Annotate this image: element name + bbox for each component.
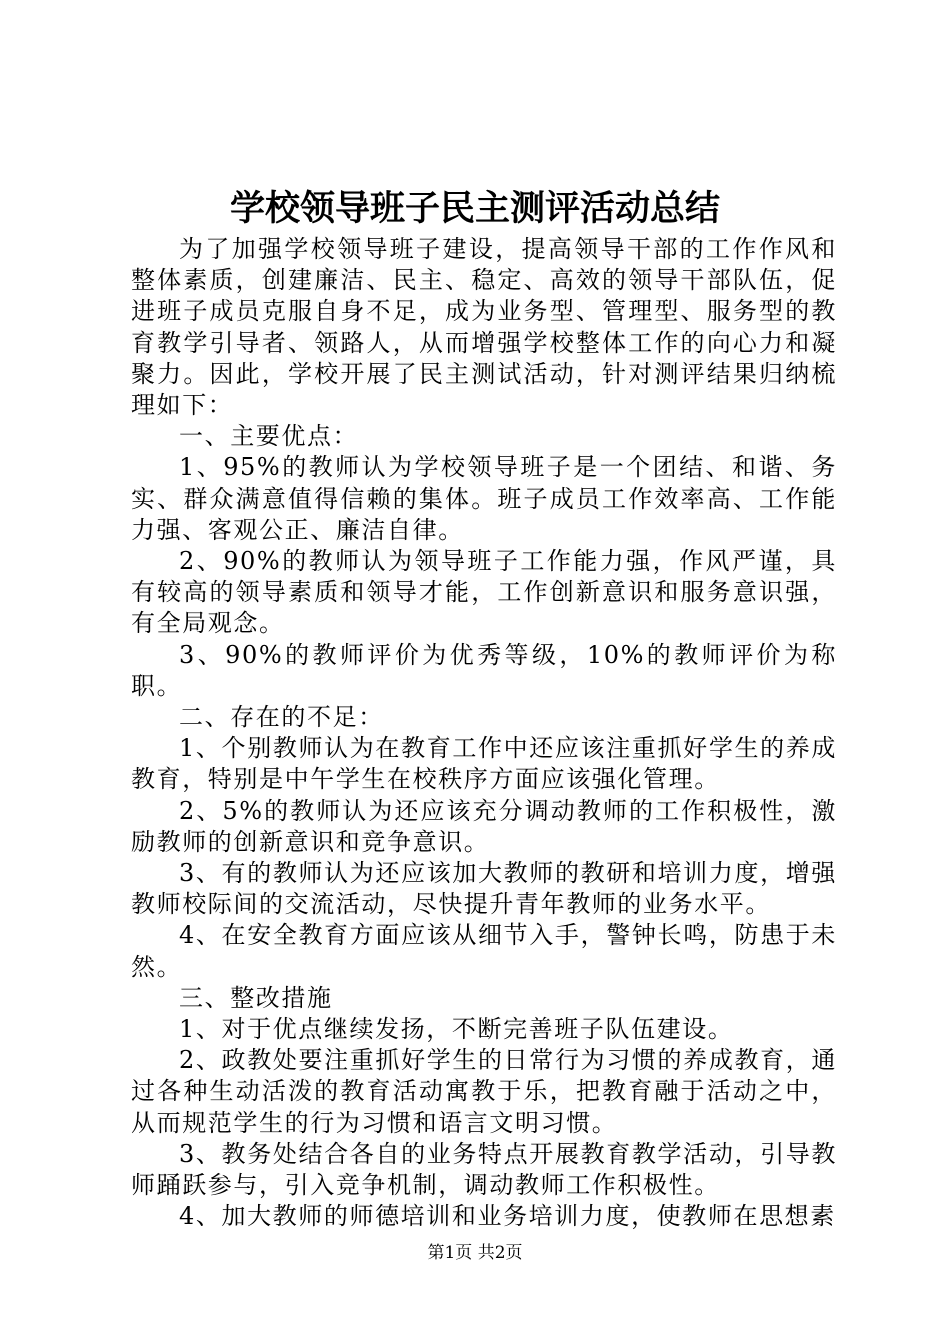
paragraph-measure-3: 3、教务处结合各自的业务特点开展教育教学活动，引导教师踊跃参与，引入竞争机制，调动教师工作积极性。 bbox=[131, 1139, 837, 1200]
section-heading-shortcomings: 二、存在的不足： bbox=[179, 703, 384, 732]
paragraph-shortcoming-2: 2、5%的教师认为还应该充分调动教师的工作积极性，激励教师的创新意识和竞争意识。 bbox=[131, 796, 837, 856]
paragraph-shortcoming-3: 3、有的教师认为还应该加大教师的教研和培训力度，增强教师校际间的交流活动，尽快提升青年教师的业务水平。 bbox=[131, 859, 837, 919]
page-number: 第1页 共2页 bbox=[427, 1243, 523, 1263]
paragraph-measure-2: 2、政教处要注重抓好学生的日常行为习惯的养成教育，通过各种生动活泼的教育活动寓教于乐，把教育融于活动之中，从而规范学生的行为习惯和语言文明习惯。 bbox=[131, 1046, 837, 1137]
section-heading-strengths: 一、主要优点： bbox=[179, 422, 359, 451]
paragraph-strength-1: 1、95%的教师认为学校领导班子是一个团结、和谐、务实、群众满意值得信赖的集体。班子成员工作效率高、工作能力强、客观公正、廉洁自律。 bbox=[131, 453, 837, 544]
paragraph-shortcoming-1: 1、个别教师认为在教育工作中还应该注重抓好学生的养成教育，特别是中午学生在校秩序方面应该强化管理。 bbox=[131, 734, 837, 794]
section-heading-measures: 三、整改措施 bbox=[179, 983, 333, 1012]
document-title: 学校领导班子民主测评活动总结 bbox=[229, 188, 720, 229]
paragraph-measure-4: 4、加大教师的师德培训和业务培训力度，使教师在思想素 bbox=[179, 1202, 836, 1231]
paragraph-strength-3: 3、90%的教师评价为优秀等级，10%的教师评价为称职。 bbox=[131, 640, 837, 700]
paragraph-intro: 为了加强学校领导班子建设，提高领导干部的工作作风和整体素质，创建廉洁、民主、稳定、高效的领导干部队伍，促进班子成员克服自身不足，成为业务型、管理型、服务型的教育教学引导者、领路人，从而增强学校整体工作的向心力和凝聚力。因此，学校开展了民主测试活动，针对测评结果归纳梳理如下： bbox=[131, 235, 837, 420]
paragraph-strength-2: 2、90%的教师认为领导班子工作能力强，作风严谨，具有较高的领导素质和领导才能，工作创新意识和服务意识强，有全局观念。 bbox=[131, 547, 837, 638]
paragraph-shortcoming-4: 4、在安全教育方面应该从细节入手，警钟长鸣，防患于未然。 bbox=[131, 921, 837, 981]
paragraph-measure-1: 1、对于优点继续发扬，不断完善班子队伍建设。 bbox=[179, 1015, 734, 1044]
document-body bbox=[131, 234, 837, 1233]
